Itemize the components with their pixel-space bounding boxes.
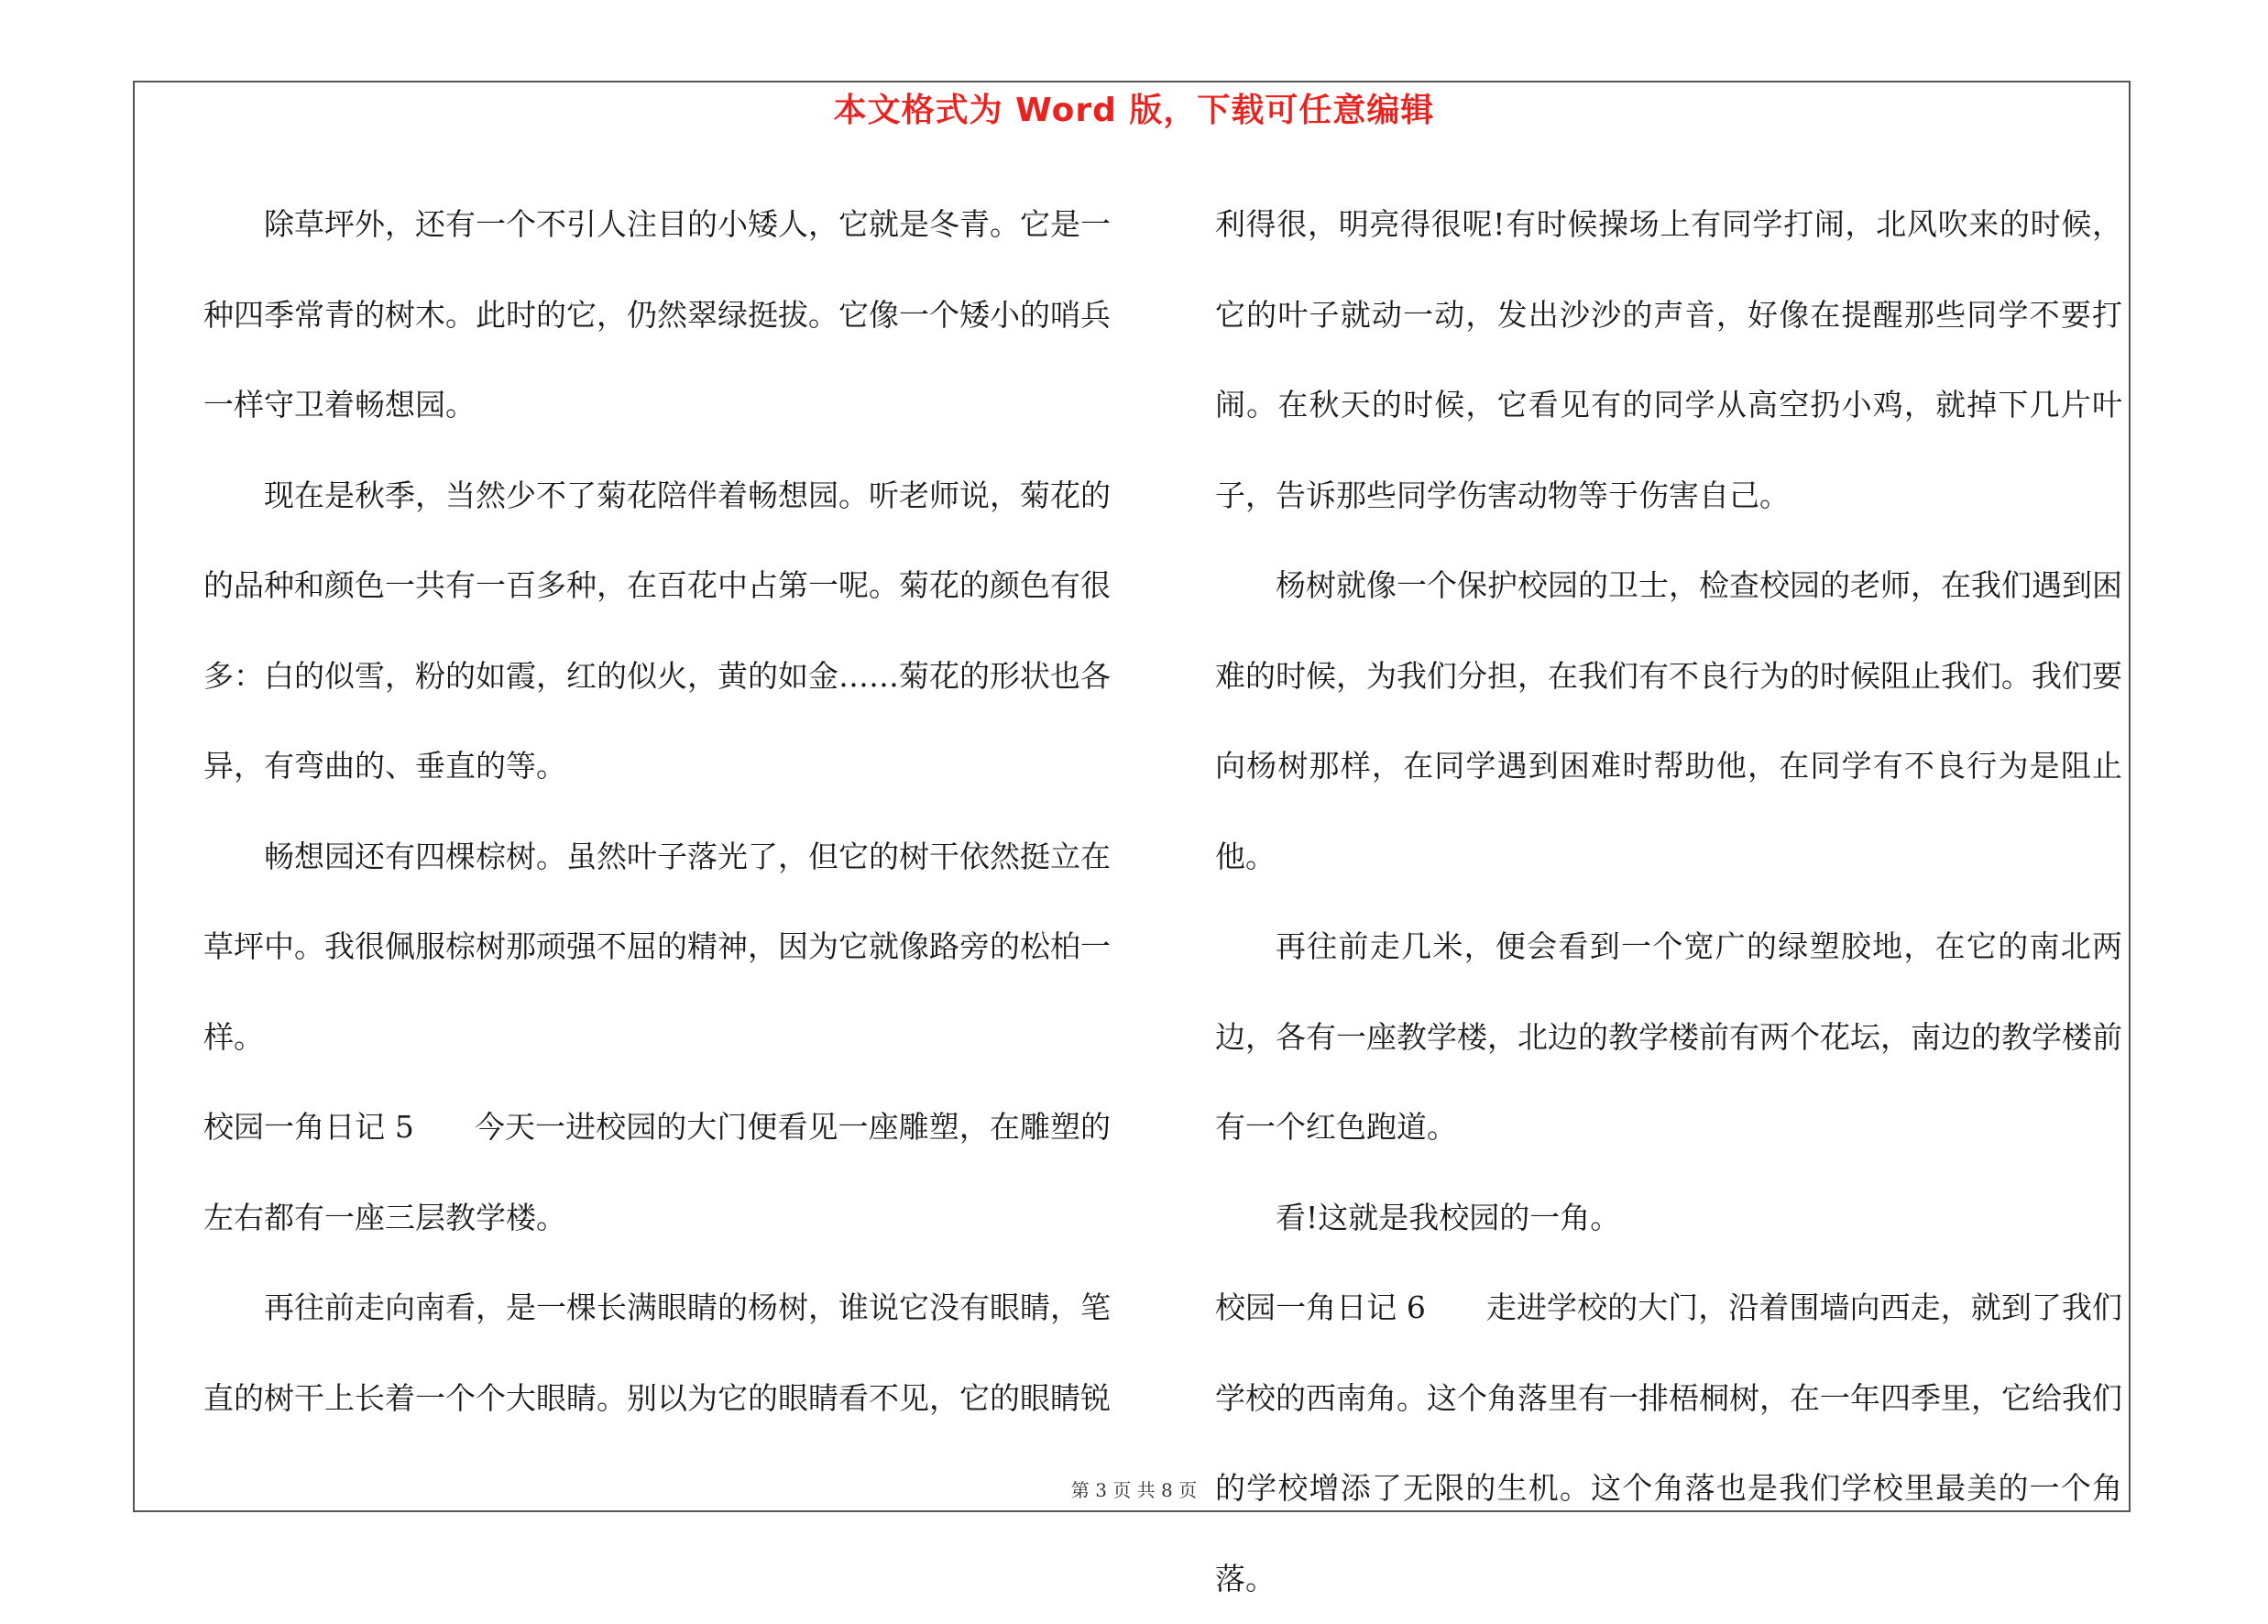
diary-entry-6: [1215, 1263, 2122, 1624]
diary-entry-5-text: 今天一进校园的大门便看见一座雕塑，在雕塑的左右都有一座三层教学楼。: [203, 1109, 1112, 1235]
paragraph-green-field: 再往前走几米，便会看到一个宽广的绿塑胶地，在它的南北两边，各有一座教学楼，北边的教学楼前有两个花坛，南边的教学楼前有一个红色跑道。: [1215, 928, 2122, 1145]
diary-entry-6-text: 走进学校的大门，沿着围墙向西走，就到了我们学校的西南角。这个角落里有一排梧桐树，在一年四季里，它给我们的学校增添了无限的生机。这个角落也是我们学校里最美的一个角落。: [1215, 1289, 2123, 1597]
right-column: [1215, 180, 2122, 1624]
paragraph-corner-summary: 看!这就是我校园的一角。: [1276, 1199, 1621, 1235]
left-column: [203, 180, 1111, 1443]
page-number-footer: 第 3 页 共 8 页: [1070, 1479, 1198, 1501]
paragraph-chrysanthemum: 现在是秋季，当然少不了菊花陪伴着畅想园。听老师说，菊花的的品种和颜色一共有一百多种，在百花中占第一呢。菊花的颜色有很多：白的似雪，粉的如霞，红的似火，黄的如金……菊花的形状也各异，有弯曲的、垂直的等。: [203, 477, 1111, 784]
format-banner: 本文格式为 Word 版，下载可任意编辑: [833, 92, 1435, 129]
paragraph-poplar-guard: 杨树就像一个保护校园的卫士，检查校园的老师，在我们遇到困难的时候，为我们分担，在我们有不良行为的时候阻止我们。我们要向杨树那样，在同学遇到困难时帮助他，在同学有不良行为是阻止他。: [1215, 567, 2122, 874]
paragraph-poplar-eyes: 再往前走向南看，是一棵长满眼睛的杨树，谁说它没有眼睛，笔直的树干上长着一个个大眼睛。别以为它的眼睛看不见，它的眼睛锐: [203, 1289, 1111, 1416]
paragraph-wintergreen: 除草坪外，还有一个不引人注目的小矮人，它就是冬青。它是一种四季常青的树木。此时的它，仍然翠绿挺拔。它像一个矮小的哨兵一样守卫着畅想园。: [203, 206, 1111, 422]
paragraph-palm-trees: 畅想园还有四棵棕树。虽然叶子落光了，但它的树干依然挺立在草坪中。我很佩服棕树那顽强不屈的精神，因为它就像路旁的松柏一样。: [203, 838, 1111, 1055]
diary-entry-6-title: 校园一角日记 6: [1215, 1289, 1426, 1325]
diary-entry-5: [203, 1082, 1111, 1263]
paragraph-poplar-eyes-continued: 利得很，明亮得很呢!有时候操场上有同学打闹，北风吹来的时候，它的叶子就动一动，发出沙沙的声音，好像在提醒那些同学不要打闹。在秋天的时候，它看见有的同学从高空扔小鸡，就掉下几片叶子，告诉那些同学伤害动物等于伤害自己。: [1215, 206, 2122, 513]
diary-entry-5-title: 校园一角日记 5: [203, 1109, 414, 1145]
